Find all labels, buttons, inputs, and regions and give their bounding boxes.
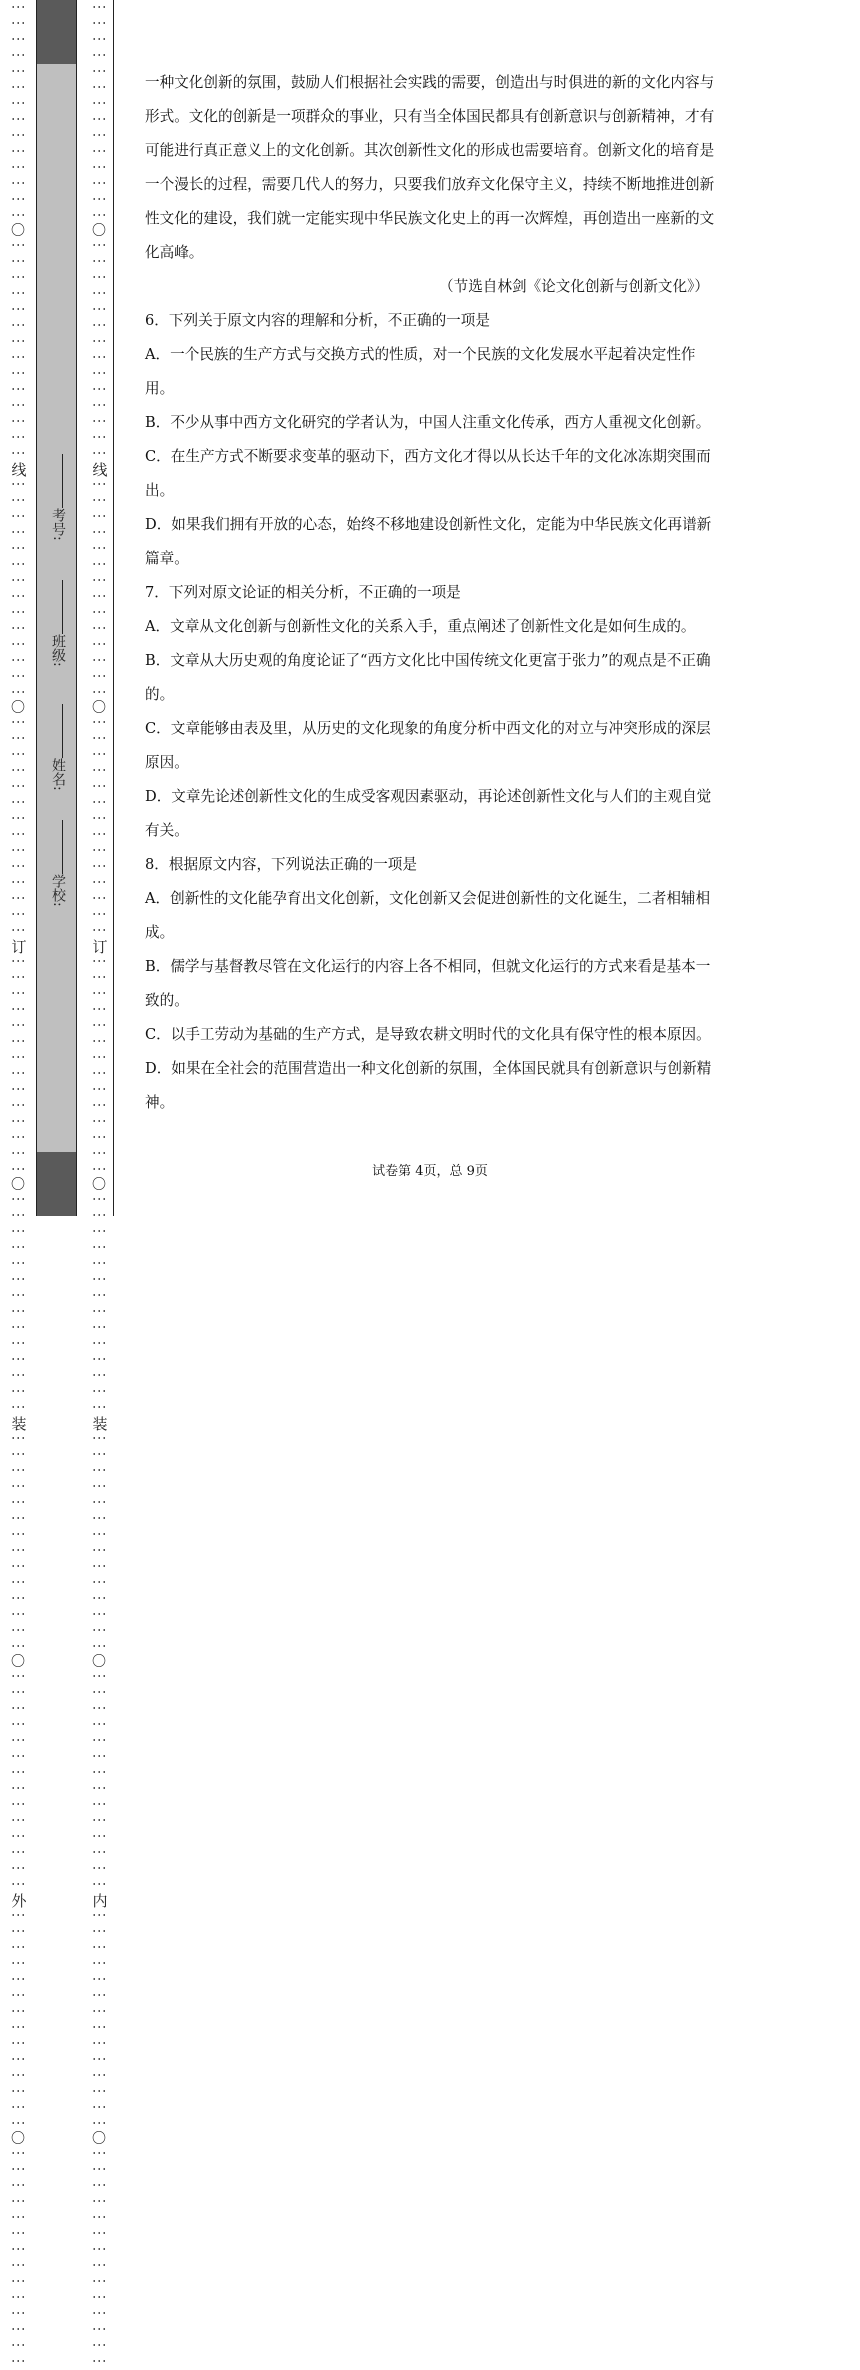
passage-source: （节选自林剑《论文化创新与创新文化》） — [439, 278, 709, 295]
circle-mark: 〇 — [11, 223, 25, 239]
binding-line — [76, 0, 77, 1216]
question-stem: 8．根据原文内容，下列说法正确的一项是 — [145, 856, 417, 873]
school-field[interactable] — [48, 816, 68, 907]
answer-option: B．不少从事中西方文化研究的学者认为，中国人注重文化传承，西方人重视文化创新。 — [145, 414, 711, 431]
answer-option: C．以手工劳动为基础的生产方式，是导致农耕文明时代的文化具有保守性的根本原因。 — [145, 1026, 711, 1043]
answer-option: D．文章先论述创新性文化的生成受客观因素驱动，再论述创新性文化与人们的主观自觉有关。 — [145, 788, 712, 839]
binding-margin — [0, 0, 118, 2370]
circle-mark: 〇 — [11, 1654, 25, 1670]
seal-mark: 内 — [90, 1893, 109, 1908]
answer-option: B．文章从大历史观的角度论证了“西方文化比中国传统文化更富于张力”的观点是不正确的。 — [145, 652, 711, 703]
page-footer: 试卷第 4页，总 9页 — [372, 1164, 488, 1179]
inner-seal-line: ⋮⋮⋮⋮⋮⋮⋮⋮⋮⋮⋮⋮⋮⋮ 〇 ⋮⋮⋮⋮⋮⋮⋮⋮⋮⋮⋮⋮⋮⋮ 线 ⋮⋮⋮⋮⋮⋮⋮⋮⋮⋮⋮⋮⋮⋮ 〇 ⋮⋮⋮⋮⋮⋮⋮⋮⋮⋮⋮⋮⋮⋮ 订 ⋮⋮⋮⋮⋮⋮⋮⋮⋮⋮⋮⋮⋮⋮ 〇 ⋮⋮⋮⋮⋮⋮⋮⋮⋮⋮⋮⋮⋮⋮ 装 ⋮⋮⋮⋮⋮⋮⋮⋮⋮⋮⋮⋮⋮⋮ 〇 ⋮⋮⋮⋮⋮⋮⋮⋮⋮⋮⋮⋮⋮⋮ 内 ⋮⋮⋮⋮⋮⋮⋮⋮⋮⋮⋮⋮⋮⋮ 〇 ⋮⋮⋮⋮⋮⋮⋮⋮⋮⋮⋮⋮⋮⋮ — [90, 0, 109, 2370]
circle-mark: 〇 — [92, 1177, 106, 1193]
answer-option: B．儒学与基督教尽管在文化运行的内容上各不相同，但就文化运行的方式来看是基本一致的。 — [145, 958, 711, 1009]
seal-mark: 订 — [90, 939, 109, 954]
circle-mark: 〇 — [92, 700, 106, 716]
seal-mark: 线 — [90, 462, 109, 477]
name-field[interactable] — [48, 700, 68, 791]
answer-option: A．创新性的文化能孕育出文化创新，文化创新又会促进创新性的文化诞生，二者相辅相成。 — [145, 890, 711, 941]
exam-content — [145, 66, 717, 1120]
circle-mark: 〇 — [92, 223, 106, 239]
answer-option: C．在生产方式不断要求变革的驱动下，西方文化才得以从长达千年的文化冰冻期突围而出。 — [145, 448, 711, 499]
binding-line — [113, 0, 114, 1216]
seal-mark: 订 — [9, 939, 28, 954]
outer-seal-line: ⋮⋮⋮⋮⋮⋮⋮⋮⋮⋮⋮⋮⋮⋮ 〇 ⋮⋮⋮⋮⋮⋮⋮⋮⋮⋮⋮⋮⋮⋮ 线 ⋮⋮⋮⋮⋮⋮⋮⋮⋮⋮⋮⋮⋮⋮ 〇 ⋮⋮⋮⋮⋮⋮⋮⋮⋮⋮⋮⋮⋮⋮ 订 ⋮⋮⋮⋮⋮⋮⋮⋮⋮⋮⋮⋮⋮⋮ 〇 ⋮⋮⋮⋮⋮⋮⋮⋮⋮⋮⋮⋮⋮⋮ 装 ⋮⋮⋮⋮⋮⋮⋮⋮⋮⋮⋮⋮⋮⋮ 〇 ⋮⋮⋮⋮⋮⋮⋮⋮⋮⋮⋮⋮⋮⋮ 外 ⋮⋮⋮⋮⋮⋮⋮⋮⋮⋮⋮⋮⋮⋮ 〇 ⋮⋮⋮⋮⋮⋮⋮⋮⋮⋮⋮⋮⋮⋮ — [9, 0, 28, 2370]
circle-mark: 〇 — [92, 2131, 106, 2147]
strip-dark-block-top — [37, 0, 76, 64]
answer-option: A．文章从文化创新与创新性文化的关系入手，重点阐述了创新性文化是如何生成的。 — [145, 618, 696, 635]
name-label: 姓名: — [50, 758, 66, 791]
answer-option: D．如果在全社会的范围营造出一种文化创新的氛围，全体国民就具有创新意识与创新精神。 — [145, 1060, 712, 1111]
circle-mark: 〇 — [11, 700, 25, 716]
exam-number-field[interactable] — [48, 450, 68, 541]
answer-option: D．如果我们拥有开放的心态，始终不移地建设创新性文化，定能为中华民族文化再谱新篇章。 — [145, 516, 712, 567]
passage-paragraph: 一种文化创新的氛围，鼓励人们根据社会实践的需要，创造出与时俱进的新的文化内容与形式。文化的创新是一项群众的事业，只有当全体国民都具有创新意识与创新精神，才有可能进行真正意义上的文化创新。其次创新性文化的形成也需要培育。创新文化的培育是一个漫长的过程，需要几代人的努力，只要我们放弃文化保守主义，持续不断地推进创新性文化的建设，我们就一定能实现中华民族文化史上的再一次辉煌，再创造出一座新的文化高峰。 — [145, 74, 715, 261]
class-field[interactable] — [48, 576, 68, 667]
exam-number-label: 考号: — [50, 508, 66, 541]
circle-mark: 〇 — [11, 2131, 25, 2147]
answer-option: C．文章能够由表及里，从历史的文化现象的角度分析中西文化的对立与冲突形成的深层原因。 — [145, 720, 711, 771]
circle-mark: 〇 — [11, 1177, 25, 1193]
seal-mark: 装 — [90, 1416, 109, 1431]
class-label: 班级: — [50, 634, 66, 667]
school-label: 学校: — [50, 874, 66, 907]
seal-mark: 外 — [9, 1893, 28, 1908]
question-stem: 6．下列关于原文内容的理解和分析，不正确的一项是 — [145, 312, 490, 329]
answer-option: A．一个民族的生产方式与交换方式的性质，对一个民族的文化发展水平起着决定性作用。 — [145, 346, 696, 397]
question-stem: 7．下列对原文论证的相关分析，不正确的一项是 — [145, 584, 461, 601]
circle-mark: 〇 — [92, 1654, 106, 1670]
seal-mark: 线 — [9, 462, 28, 477]
seal-mark: 装 — [9, 1416, 28, 1431]
